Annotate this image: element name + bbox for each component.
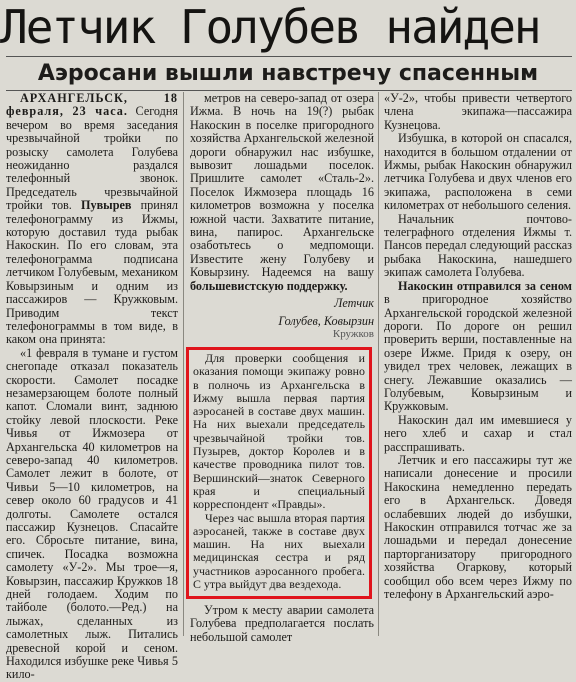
intro-text: Сегодня вечером во время заседания чрезвычайной тройки по розыску самолета Голубева неожиданно раздался телефонный звонок. Председатель чрезвычайной тройки тов. [6, 104, 179, 213]
signature-extra: Кружков [332, 327, 374, 340]
paragraph-col3-start: «У-2», чтобы привести четвертого члена экипажа—пассажира Кузнецова. [384, 91, 572, 132]
nakoskin-bold: Накоскин отправился за сеном [398, 278, 572, 293]
column-separator-2 [378, 92, 379, 636]
paragraph-telegram-cont [190, 92, 374, 293]
headline: Летчик Голубев найден [0, 0, 540, 54]
boxed-paragraph-2: Через час вышла вторая партия аэросаней, также в составе двух машин. На них выехали медицинская сестра и ряд участников аэросанного пробега. С утра выйдут два вездехода. [193, 510, 365, 592]
column-separator-1 [183, 92, 184, 636]
paragraph-plane: Утром к месту аварии самолета Голубева предполагается послать небольшой самолет [190, 603, 374, 644]
top-rule [6, 56, 572, 57]
paragraph-nakoskin [384, 280, 572, 414]
intro-text-end: принял телефонограмму из Ижмы, которую доставил туда рыбак Накоскин. По его словам, эта телефонограмма подписана летчиком Голубевым, механиком Ковырзиным и одним из пассажиров — Кружковым. Приводим текст телефонограммы в том виде, в каком она принята: [6, 198, 179, 347]
dateline: АРХАНГЕЛЬСК, 18 февраля, 23 часа. [6, 91, 178, 119]
subheadline: Аэросани вышли навстречу спасенным [37, 61, 539, 86]
paragraph-telegram: «1 февраля в тумане и густом снегопаде отказал показатель скорости. Самолет посадке незамерзающем болоте полный капот. Сломали винт, заднюю стойку левой плоскости. Реке Чивья от Ижмозера от Архангельска 40 километров на северо-запад 40 километров. Самолет лежит в болоте, от Чивьи 5—10 километров, на север около 60 градусов и 41 долготы. Самолете остался пассажир Кузнецов. Спасайте его. Сбросьте питание, вина, спичек. Посадка возможна самолету «У-2». Мы трое—я, Ковырзин, пассажир Кружков 18 дней голодаем. Ходим по тайболе (болото.—Ред.) на лыжах, сделанных из самолетных лыж. Питались древесной корой и сеном. Находился избушке реке Чивья 5 кило- [6, 345, 178, 682]
paragraph-intro [6, 92, 178, 347]
column-2 [190, 91, 374, 340]
signature-names: Голубев, Ковырзин [278, 313, 374, 328]
boxed-paragraph-1: Для проверки сообщения и оказания помощи экипажу ровно в полночь из Архангельска в Ижму вышла первая партия аэросаней в составе двух машин. На них выехали председатель чрезвычайной тройки тов. Пузырев, доктор Королев и в качестве проводника пилот тов. Вершинский—знаток Северного края и специальный корреспондент «Правды». [193, 351, 365, 512]
paragraph-hut: Избушка, в которой он спасался, находится в большом отдалении от Ижмы, рыбак Накоскин обнаружил летчика Голубева и двух членов его экипажа, расположена в семи километрах от небольшого селения. [384, 131, 572, 213]
nakoskin-text: в пригородное хозяйство Архангельской городской железной дороги. По дороге он решил проверить верши, поставленные на озере Ижме. Придя к озеру, он увидел трех человек, лежащих в снегу. Лежавшие оказались — Голубевым, Ковырзиным и Кружковым. [384, 292, 572, 414]
paragraph-postmaster: Начальник почтово-телеграфного отделения Ижмы т. Пансов передал следующий рассказ рыбака Накоскина, нашедшего экипаж самолета Голубева. [384, 211, 572, 280]
paragraph-bread: Накоскин дал им имевшиеся у него хлеб и сахар и стал расспрашивать. [384, 412, 572, 454]
paragraph-report: Летчик и его пассажиры тут же написали донесение и просили Накоскина немедленно передать его в Архангельск. Доведя ослабевших людей до избушки, Накоскин отправился тотчас же за лошадьми и передал донесение парторганизатору пригородного хозяйства Огаркову, который сообщил обо всем через Ижму по телефону в Архангельский аэро- [384, 452, 572, 602]
highlighted-paragraph-box [186, 347, 372, 599]
signature-title: Летчик [334, 296, 374, 311]
column-2-bottom [190, 603, 374, 644]
telegram-cont-bold: большевистскую поддержку. [190, 278, 348, 293]
telegram-cont-text: метров на северо-запад от озера Ижма. В ночь на 19(?) рыбак Накоскин в поселке пригородного хозяйства Архангельской железной дороги обнаружил нас избушке, вывозит лошадьми поселок. Пришлите самолет «Сталь-2». Поселок Ижмозера площадь 16 километров возможна у поселка южной части. Захватите питание, вина, папирос. Архангельске озаботьтесь о медпомощи. Известите жену Голубеву и Ковырзину. Надеемся на вашу [190, 91, 374, 280]
column-1 [6, 91, 179, 682]
column-3 [384, 92, 572, 636]
name-pyvyrev: Пувырев [81, 198, 132, 213]
